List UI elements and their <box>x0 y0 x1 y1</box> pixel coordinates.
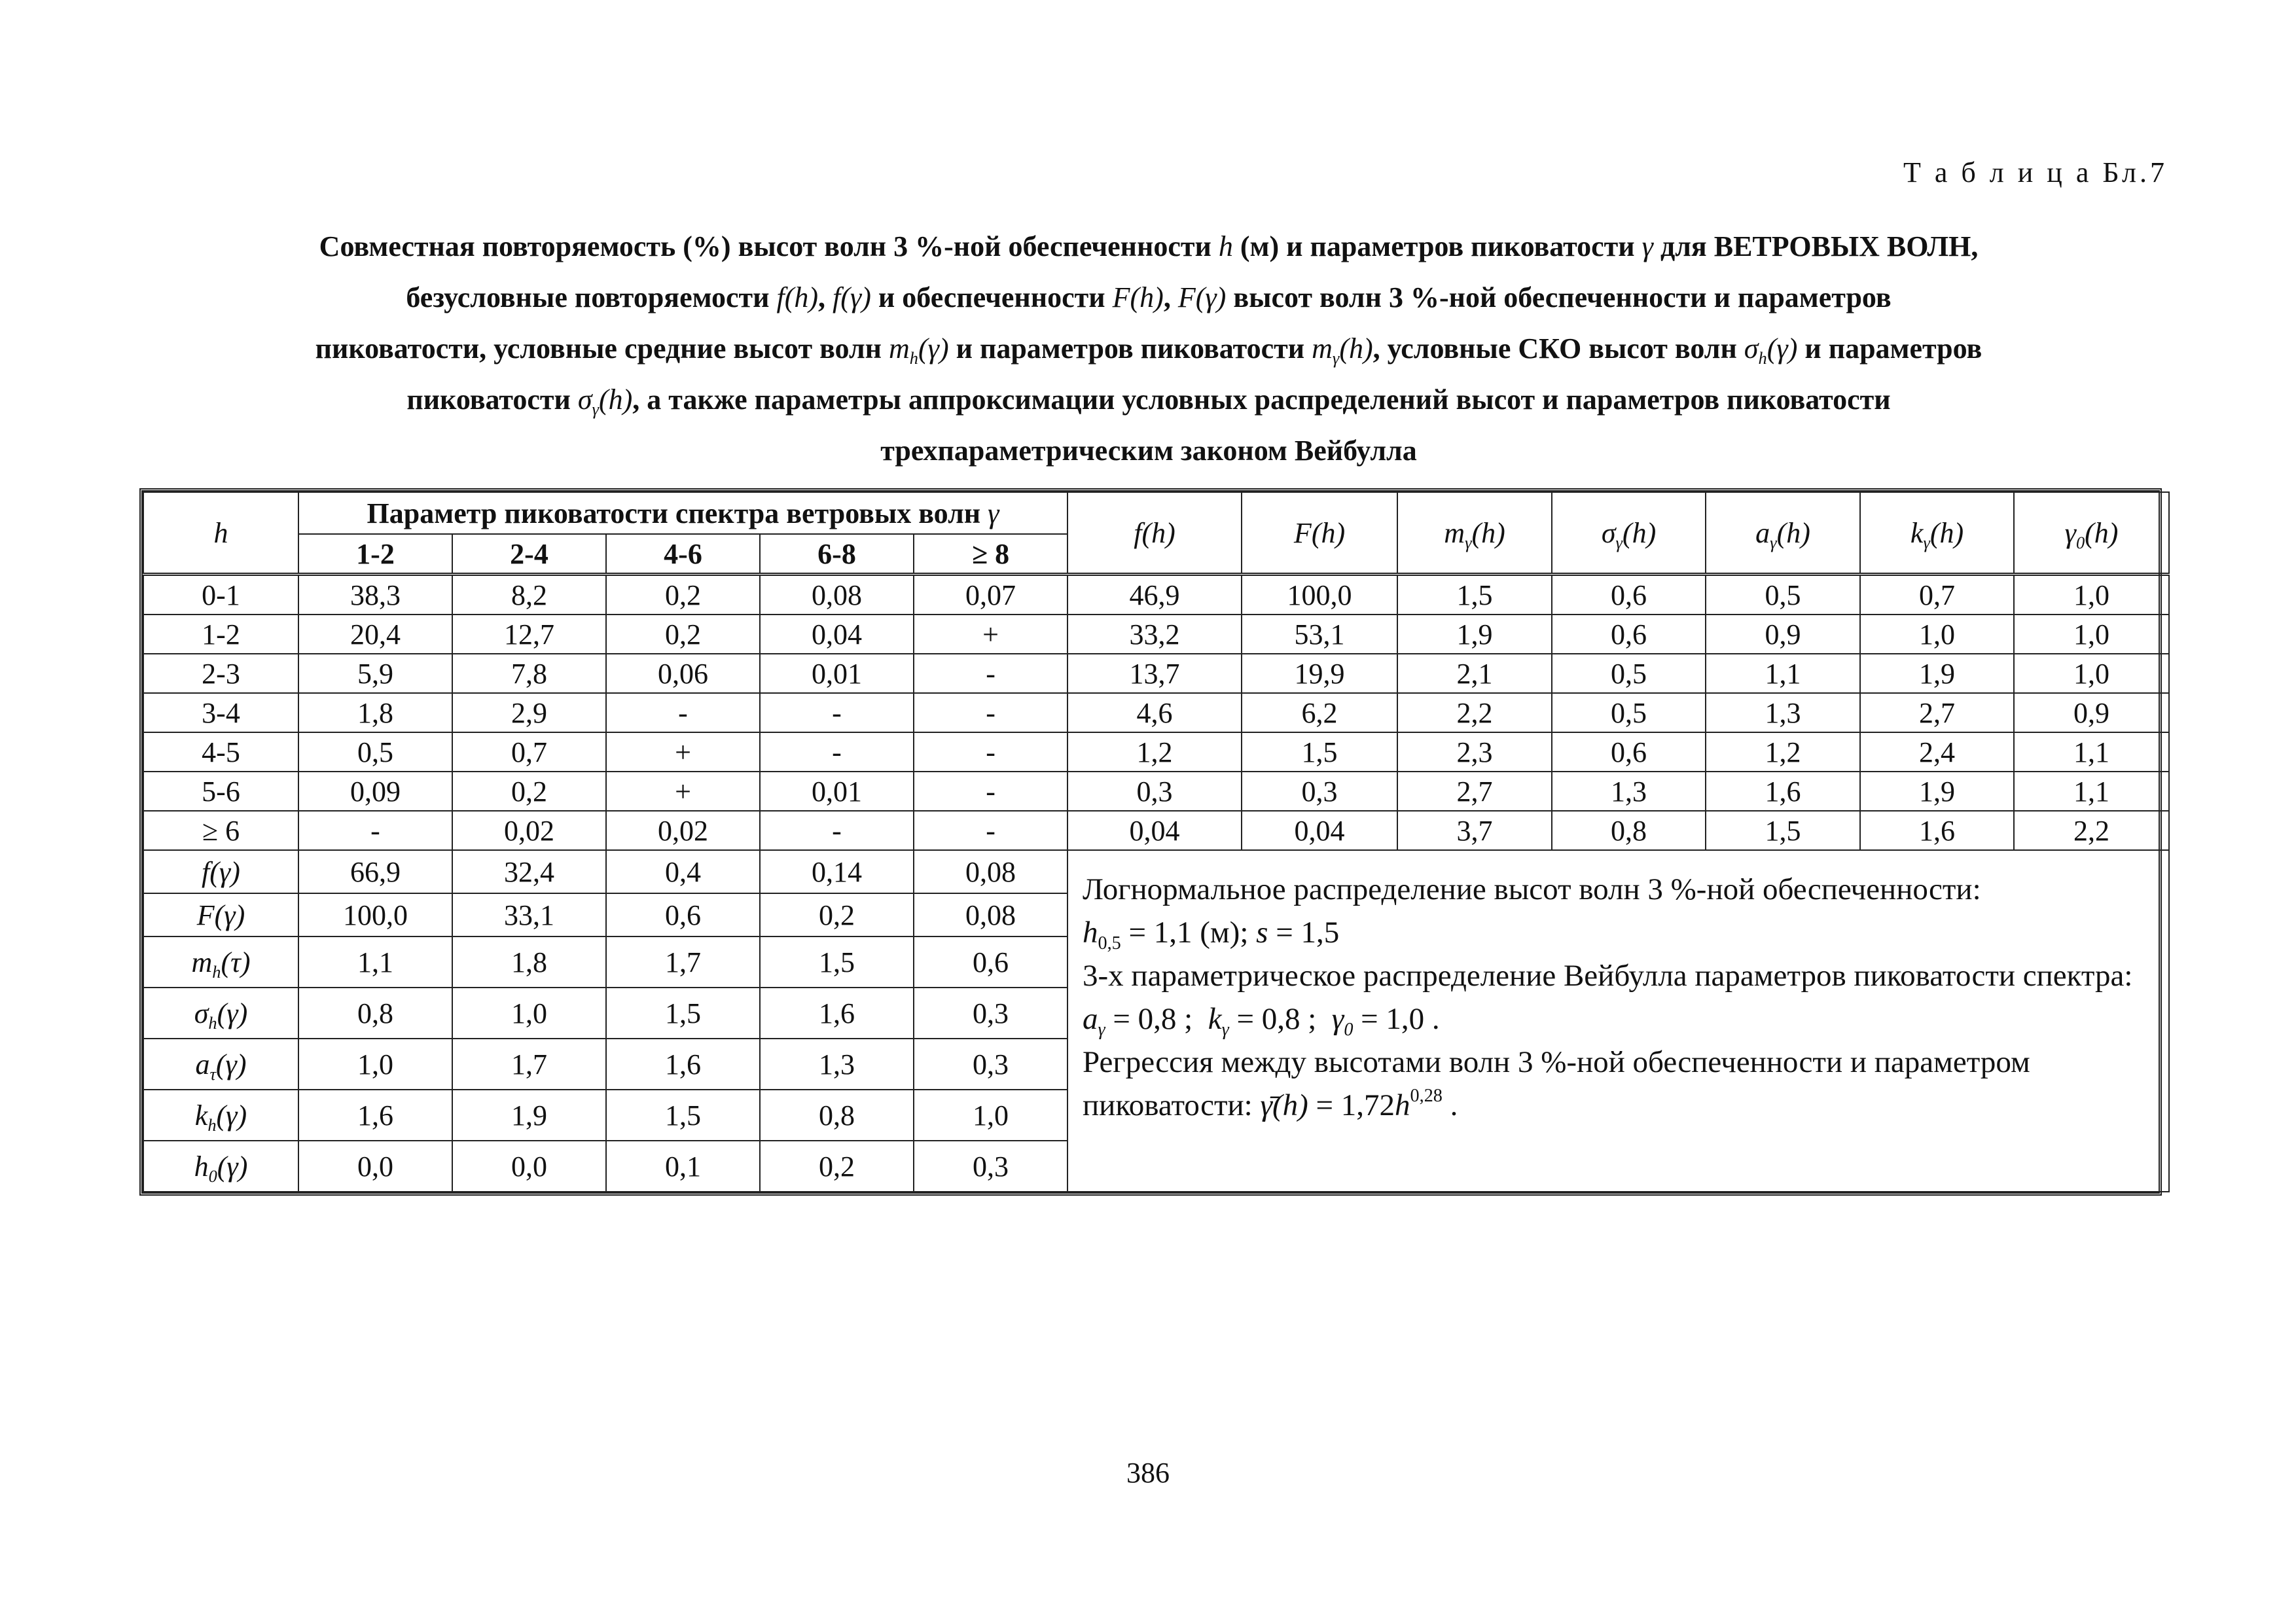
s-symbol: s <box>1256 916 1268 950</box>
header-m-gamma-h <box>1397 492 1552 575</box>
weibull-param-sep: ; <box>1300 1002 1332 1036</box>
header-gamma-col: 1-2 <box>298 534 452 575</box>
summary-row-label-base: f <box>202 855 210 888</box>
summary-cell: 0,4 <box>606 850 760 893</box>
stat-cell: 33,2 <box>1067 615 1242 654</box>
table-row <box>143 772 2169 811</box>
summary-row-label <box>143 850 298 893</box>
stat-cell: 1,5 <box>1706 811 1860 850</box>
stat-cell: 1,1 <box>1706 654 1860 693</box>
stat-cell: 13,7 <box>1067 654 1242 693</box>
header-a-gamma-h-sub: γ <box>1770 532 1777 552</box>
weibull-param-base: a <box>1083 1002 1098 1036</box>
table-row <box>143 575 2169 615</box>
weibull-param-eq: = 1,0 <box>1353 1002 1425 1036</box>
stat-cell: 2,7 <box>1860 693 2014 732</box>
stat-cell: 1,0 <box>2014 615 2169 654</box>
s-eq: = 1,5 <box>1268 916 1340 950</box>
gamma-cell: 0,2 <box>452 772 606 811</box>
gamma-cell: - <box>606 693 760 732</box>
weibull-param-base: γ <box>1331 1002 1344 1036</box>
stat-cell: 1,9 <box>1860 654 2014 693</box>
summary-cell: 0,6 <box>914 936 1067 988</box>
stat-cell: 0,04 <box>1067 811 1242 850</box>
row-h-label: 2-3 <box>143 654 298 693</box>
stat-cell: 0,6 <box>1552 575 1706 615</box>
gamma-cell: 0,07 <box>914 575 1067 615</box>
weibull-params <box>1083 997 2158 1041</box>
weibull-param-sub: 0 <box>1344 1019 1354 1040</box>
gamma-cell: 0,09 <box>298 772 452 811</box>
gamma-cell: 0,08 <box>760 575 914 615</box>
caption-line-5: трехпараметрическим законом Вейбулла <box>880 435 1417 467</box>
summary-row-label-base: F <box>196 899 215 931</box>
summary-cell: 0,3 <box>914 1039 1067 1090</box>
summary-cell: 0,1 <box>606 1141 760 1192</box>
summary-cell: 1,9 <box>452 1090 606 1141</box>
weibull-param-sub: γ <box>1221 1019 1229 1040</box>
data-table <box>143 491 2170 1192</box>
page-number: 386 <box>1126 1457 1170 1489</box>
summary-row-label-arg: (γ) <box>216 1099 247 1132</box>
gamma-cell: 0,7 <box>452 732 606 772</box>
regression-h: h <box>1395 1088 1410 1122</box>
header-gamma-col: ≥ 8 <box>914 534 1067 575</box>
summary-cell: 1,7 <box>452 1039 606 1090</box>
stat-cell: 1,1 <box>2014 732 2169 772</box>
gamma-cell: 12,7 <box>452 615 606 654</box>
header-k-gamma-h-sub: γ <box>1923 532 1930 552</box>
stat-cell: 0,6 <box>1552 732 1706 772</box>
weibull-param-sep: . <box>1424 1002 1440 1036</box>
summary-cell: 0,14 <box>760 850 914 893</box>
summary-row-label-base: a <box>195 1048 210 1080</box>
header-gamma0-h-sub: 0 <box>2075 532 2085 552</box>
summary-row-label-arg: (γ) <box>209 855 240 888</box>
stat-cell: 0,9 <box>1706 615 1860 654</box>
summary-row-label <box>143 936 298 988</box>
row-h-label: 4-5 <box>143 732 298 772</box>
summary-cell: 1,5 <box>760 936 914 988</box>
header-m-gamma-h-sub: γ <box>1465 532 1472 552</box>
stat-cell: 2,2 <box>2014 811 2169 850</box>
stat-cell: 4,6 <box>1067 693 1242 732</box>
table-row <box>143 615 2169 654</box>
gamma-cell: - <box>914 811 1067 850</box>
summary-cell: 1,6 <box>298 1090 452 1141</box>
stat-cell: 0,3 <box>1067 772 1242 811</box>
summary-row-label-arg: (γ) <box>214 899 245 931</box>
summary-cell: 33,1 <box>452 893 606 936</box>
row-h-label: 1-2 <box>143 615 298 654</box>
h05-eq: = 1,1 <box>1121 916 1193 950</box>
data-table-frame <box>139 488 2162 1196</box>
summary-cell: 1,5 <box>606 988 760 1039</box>
h05-base: h <box>1083 916 1098 950</box>
stat-cell: 1,9 <box>1860 772 2014 811</box>
stat-cell: 2,1 <box>1397 654 1552 693</box>
summary-cell: 1,8 <box>452 936 606 988</box>
gamma-cell: - <box>760 811 914 850</box>
gamma-cell: - <box>914 654 1067 693</box>
table-row <box>143 811 2169 850</box>
gamma-cell: 20,4 <box>298 615 452 654</box>
summary-row-label-arg: (γ) <box>217 997 248 1029</box>
header-a-gamma-h-base: a <box>1755 516 1770 549</box>
header-sigma-gamma-h-base: σ <box>1601 516 1616 549</box>
stat-cell: 0,8 <box>1552 811 1706 850</box>
summary-row-label-arg: (γ) <box>217 1150 248 1183</box>
summary-cell: 0,0 <box>452 1141 606 1192</box>
summary-row-label-base: m <box>191 946 213 978</box>
summary-row-label <box>143 988 298 1039</box>
stat-cell: 3,7 <box>1397 811 1552 850</box>
stat-cell: 1,3 <box>1706 693 1860 732</box>
summary-cell: 1,0 <box>298 1039 452 1090</box>
stat-cell: 1,2 <box>1067 732 1242 772</box>
stat-cell: 0,04 <box>1242 811 1397 850</box>
regression-eq: = 1,72 <box>1308 1088 1395 1122</box>
gamma-cell: 0,01 <box>760 772 914 811</box>
summary-row-label-sub: h <box>207 1115 217 1135</box>
weibull-param-sep: ; <box>1176 1002 1208 1036</box>
gamma-cell: - <box>760 693 914 732</box>
weibull-param-eq: = 0,8 <box>1229 1002 1300 1036</box>
summary-cell: 1,1 <box>298 936 452 988</box>
row-h-label: ≥ 6 <box>143 811 298 850</box>
gamma-cell: 0,2 <box>606 575 760 615</box>
summary-row-label-base: h <box>194 1150 209 1183</box>
h05-unit: (м); <box>1192 916 1249 950</box>
summary-cell: 0,8 <box>298 988 452 1039</box>
header-m-gamma-h-arg: (h) <box>1471 516 1505 549</box>
table-row <box>143 732 2169 772</box>
header-gamma0-h-arg: (h) <box>2085 516 2119 549</box>
distribution-notes <box>1067 850 2169 1192</box>
stat-cell: 0,9 <box>2014 693 2169 732</box>
caption-line-4: пиковатости $\sigma_\gamma(h)$, а также параметры аппроксимации условных распределений высот и параметров пиковатости <box>406 383 1891 419</box>
header-a-gamma-h-arg: (h) <box>1776 516 1810 549</box>
summary-cell: 32,4 <box>452 850 606 893</box>
header-sigma-gamma-h-arg: (h) <box>1622 516 1657 549</box>
header-h: h <box>143 492 298 575</box>
stat-cell: 1,6 <box>1860 811 2014 850</box>
stat-cell: 46,9 <box>1067 575 1242 615</box>
stat-cell: 2,4 <box>1860 732 2014 772</box>
weibull-param-base: k <box>1208 1002 1222 1036</box>
header-F-h-base: F <box>1293 516 1312 549</box>
stat-cell: 1,0 <box>1860 615 2014 654</box>
gamma-cell: 1,8 <box>298 693 452 732</box>
summary-cell: 1,6 <box>760 988 914 1039</box>
summary-row-label <box>143 893 298 936</box>
lognormal-text: Логнормальное распределение высот волн 3 %-ной обеспеченности: <box>1083 872 1981 906</box>
gamma-cell: + <box>606 772 760 811</box>
stat-cell: 53,1 <box>1242 615 1397 654</box>
weibull-text: 3-х параметрическое распределение Вейбулла параметров пиковатости спектра: <box>1083 959 2133 993</box>
lognormal-params <box>1083 911 2158 954</box>
summary-row-label <box>143 1090 298 1141</box>
header-m-gamma-h-base: m <box>1444 516 1465 549</box>
stat-cell: 2,7 <box>1397 772 1552 811</box>
summary-cell: 0,8 <box>760 1090 914 1141</box>
summary-cell: 0,6 <box>606 893 760 936</box>
summary-row <box>143 850 2169 893</box>
summary-row-label-arg: (τ) <box>221 946 251 978</box>
header-k-gamma-h <box>1860 492 2014 575</box>
summary-row-label-sub: τ <box>209 1063 216 1084</box>
weibull-param-sub: γ <box>1098 1019 1105 1040</box>
gamma-cell: 0,06 <box>606 654 760 693</box>
summary-cell: 1,3 <box>760 1039 914 1090</box>
gamma-cell: + <box>606 732 760 772</box>
header-gamma-col: 2-4 <box>452 534 606 575</box>
header-gamma0-h-base: γ <box>2064 516 2076 549</box>
header-a-gamma-h <box>1706 492 1860 575</box>
stat-cell: 2,3 <box>1397 732 1552 772</box>
gamma-cell: - <box>914 693 1067 732</box>
table-caption <box>131 221 2166 476</box>
stat-cell: 1,1 <box>2014 772 2169 811</box>
summary-row-label-sub: h <box>208 1012 217 1033</box>
stat-cell: 0,3 <box>1242 772 1397 811</box>
header-F-h-arg: (h) <box>1311 516 1346 549</box>
summary-row-label <box>143 1141 298 1192</box>
stat-cell: 0,5 <box>1552 654 1706 693</box>
stat-cell: 2,2 <box>1397 693 1552 732</box>
summary-cell: 66,9 <box>298 850 452 893</box>
summary-cell: 0,0 <box>298 1141 452 1192</box>
header-gamma-col: 6-8 <box>760 534 914 575</box>
table-row <box>143 693 2169 732</box>
header-f-h-base: f <box>1134 516 1142 549</box>
gamma-cell: 0,01 <box>760 654 914 693</box>
header-gamma-group: Параметр пиковатости спектра ветровых волн γ <box>298 492 1067 534</box>
header-k-gamma-h-arg: (h) <box>1929 516 1964 549</box>
summary-cell: 1,7 <box>606 936 760 988</box>
row-h-label: 0-1 <box>143 575 298 615</box>
stat-cell: 1,0 <box>2014 654 2169 693</box>
header-gamma-col: 4-6 <box>606 534 760 575</box>
stat-cell: 1,5 <box>1397 575 1552 615</box>
summary-cell: 0,08 <box>914 850 1067 893</box>
summary-row-label-sub: 0 <box>208 1166 217 1186</box>
header-k-gamma-h-base: k <box>1910 516 1924 549</box>
header-f-h-arg: (h) <box>1141 516 1175 549</box>
gamma-cell: 5,9 <box>298 654 452 693</box>
stat-cell: 0,7 <box>1860 575 2014 615</box>
caption-line-2: безусловные повторяемости f(h), f(γ) и обеспеченности F(h), F(γ) высот волн 3 %-ной обеспеченности и параметров <box>406 281 1892 313</box>
stat-cell: 1,2 <box>1706 732 1860 772</box>
summary-cell: 1,5 <box>606 1090 760 1141</box>
summary-row-label-base: σ <box>194 997 209 1029</box>
regression-text: Регрессия между высотами волн 3 %-ной обеспеченности и параметром пиковатости: γ̄(h) = $1,72h^{0,28}$ . <box>1083 1045 2030 1122</box>
summary-cell: 0,3 <box>914 1141 1067 1192</box>
stat-cell: 100,0 <box>1242 575 1397 615</box>
summary-cell: 1,0 <box>452 988 606 1039</box>
header-f-h <box>1067 492 1242 575</box>
stat-cell: 6,2 <box>1242 693 1397 732</box>
gamma-cell: + <box>914 615 1067 654</box>
stat-cell: 19,9 <box>1242 654 1397 693</box>
table-label: Т а б л и ц а Бл.7 <box>1903 156 2168 188</box>
summary-row-label <box>143 1039 298 1090</box>
caption-line-3: пиковатости, условные средние высот волн $m_h(\gamma)$ и параметров пиковатости $m_\gamma(h)$, условные СКО высот волн $\sigma_h(\gamma)$ и параметров <box>315 332 1982 368</box>
row-h-label: 5-6 <box>143 772 298 811</box>
h05-sub: 0,5 <box>1098 933 1121 954</box>
summary-row-label-base: k <box>194 1099 208 1132</box>
header-F-h <box>1242 492 1397 575</box>
gamma-cell: 2,9 <box>452 693 606 732</box>
gamma-cell: 0,04 <box>760 615 914 654</box>
header-gamma0-h <box>2014 492 2169 575</box>
summary-row-label-sub: h <box>212 961 221 982</box>
header-sigma-gamma-h-sub: γ <box>1615 532 1623 552</box>
row-h-label: 3-4 <box>143 693 298 732</box>
stat-cell: 1,3 <box>1552 772 1706 811</box>
summary-cell: 0,3 <box>914 988 1067 1039</box>
weibull-param-eq: = 0,8 <box>1105 1002 1177 1036</box>
gamma-cell: 0,02 <box>606 811 760 850</box>
regression-end: . <box>1442 1088 1458 1122</box>
stat-cell: 0,5 <box>1552 693 1706 732</box>
summary-cell: 0,2 <box>760 1141 914 1192</box>
gamma-cell: 0,5 <box>298 732 452 772</box>
gamma-cell: 38,3 <box>298 575 452 615</box>
gamma-cell: 7,8 <box>452 654 606 693</box>
gamma-cell: - <box>914 732 1067 772</box>
summary-cell: 0,08 <box>914 893 1067 936</box>
regression-lhs: γ̄(h) <box>1260 1088 1308 1122</box>
stat-cell: 1,0 <box>2014 575 2169 615</box>
regression-exp: 0,28 <box>1410 1085 1443 1106</box>
gamma-cell: 0,2 <box>606 615 760 654</box>
gamma-cell: - <box>760 732 914 772</box>
header-sigma-gamma-h <box>1552 492 1706 575</box>
table-row <box>143 654 2169 693</box>
summary-cell: 100,0 <box>298 893 452 936</box>
summary-cell: 1,0 <box>914 1090 1067 1141</box>
stat-cell: 1,6 <box>1706 772 1860 811</box>
summary-cell: 0,2 <box>760 893 914 936</box>
stat-cell: 1,9 <box>1397 615 1552 654</box>
summary-cell: 1,6 <box>606 1039 760 1090</box>
gamma-cell: - <box>298 811 452 850</box>
stat-cell: 0,5 <box>1706 575 1860 615</box>
summary-row-label-arg: (γ) <box>215 1048 247 1080</box>
stat-cell: 0,6 <box>1552 615 1706 654</box>
gamma-cell: - <box>914 772 1067 811</box>
gamma-cell: 0,02 <box>452 811 606 850</box>
gamma-cell: 8,2 <box>452 575 606 615</box>
caption-line-1: Совместная повторяемость (%) высот волн 3 %-ной обеспеченности h (м) и параметров пиковатости γ для ВЕТРОВЫХ ВОЛН, <box>319 230 1979 262</box>
stat-cell: 1,5 <box>1242 732 1397 772</box>
